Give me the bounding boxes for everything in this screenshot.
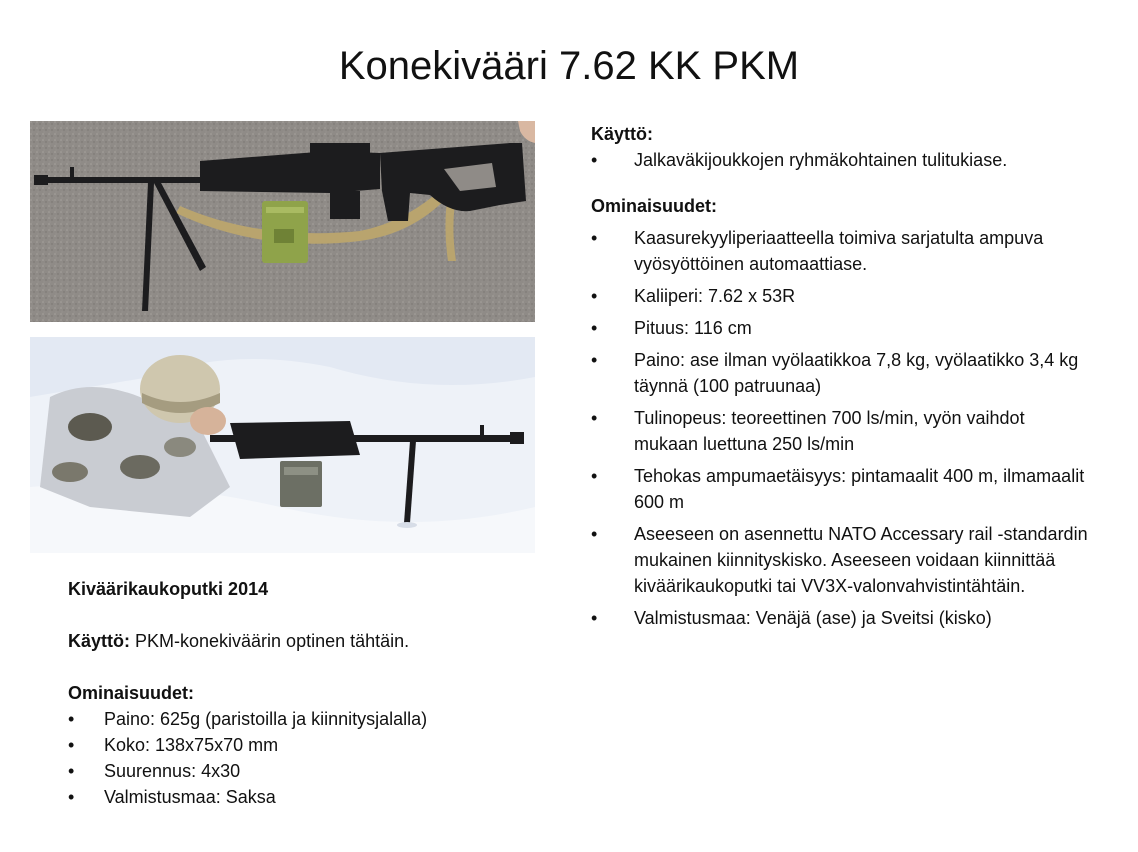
bullet: •	[591, 408, 598, 428]
list-item: • Kaasurekyyliperiaatteella toimiva sarjatulta ampuva vyösyöttöinen automaattiase.	[591, 225, 1091, 277]
list-item: • Suurennus: 4x30	[68, 758, 538, 784]
usage-list	[591, 147, 1091, 173]
bullet: •	[591, 228, 598, 248]
list-item: • Tehokas ampumaetäisyys: pintamaalit 400 m, ilmamaalit 600 m	[591, 463, 1091, 515]
list-item: • Valmistusmaa: Saksa	[68, 784, 538, 810]
pkm-photo-snow	[30, 337, 535, 553]
bullet: •	[591, 286, 598, 306]
bullet: •	[591, 350, 598, 370]
slide-title: Konekivääri 7.62 KK PKM	[338, 44, 800, 88]
bullet: •	[68, 709, 75, 729]
pkm-photo-asphalt	[30, 121, 535, 322]
list-item: • Jalkaväkijoukkojen ryhmäkohtainen tulitukiase.	[591, 147, 1091, 173]
properties-list	[591, 225, 1091, 631]
bullet: •	[591, 608, 598, 628]
usage-heading: Käyttö:	[591, 124, 653, 144]
list-item: • Paino: 625g (paristoilla ja kiinnitysjalalla)	[68, 706, 538, 732]
bullet: •	[591, 150, 598, 170]
scope-heading: Kiväärikaukoputki 2014	[68, 579, 269, 599]
bullet: •	[68, 761, 75, 781]
list-item: • Kaliiperi: 7.62 x 53R	[591, 283, 1091, 309]
bullet: •	[68, 735, 75, 755]
pkm-description	[591, 121, 1091, 637]
bullet: •	[591, 524, 598, 544]
bullet: •	[68, 787, 75, 807]
scope-properties-list	[68, 706, 538, 810]
properties-heading: Ominaisuudet:	[591, 196, 718, 216]
pkm-on-asphalt-image	[30, 121, 535, 322]
scope-usage-label: Käyttö:	[68, 631, 130, 651]
list-item: • Koko: 138x75x70 mm	[68, 732, 538, 758]
bullet: •	[591, 466, 598, 486]
list-item: • Aseeseen on asennettu NATO Accessary rail -standardin mukainen kiinnityskisko. Aseeseen voidaan kiinnittää kiväärikaukoputki tai VV3X-valonvahvistintähtäin.	[591, 521, 1091, 599]
scope-usage	[68, 628, 538, 654]
list-item: • Paino: ase ilman vyölaatikkoa 7,8 kg, vyölaatikko 3,4 kg täynnä (100 patruunaa)	[591, 347, 1091, 399]
list-item: • Tulinopeus: teoreettinen 700 ls/min, vyön vaihdot mukaan luettuna 250 ls/min	[591, 405, 1091, 457]
list-item: • Valmistusmaa: Venäjä (ase) ja Sveitsi (kisko)	[591, 605, 1091, 631]
soldier-in-snow-image	[30, 337, 535, 553]
scope-properties-heading: Ominaisuudet:	[68, 683, 195, 703]
list-item: • Pituus: 116 cm	[591, 315, 1091, 341]
scope-description	[68, 576, 538, 810]
scope-usage-text: PKM-konekiväärin optinen tähtäin.	[130, 631, 410, 651]
bullet: •	[591, 318, 598, 338]
